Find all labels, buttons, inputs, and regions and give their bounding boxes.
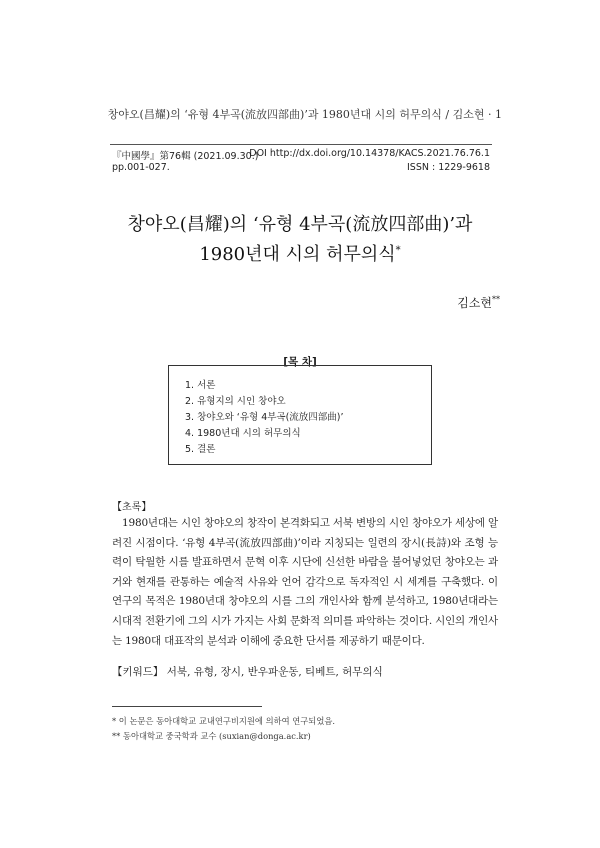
author-name: 김소현 (457, 296, 492, 310)
running-header: 창야오(昌耀)의 ‘유형 4부곡(流放四部曲)’과 1980년대 시의 허무의식 / 김소현 · 1 (107, 108, 502, 121)
author-footnote-mark: ** (492, 295, 500, 304)
author (457, 294, 500, 311)
keywords-label: 【키워드】 (112, 666, 164, 678)
abstract-label: 【초록】 (112, 502, 152, 513)
abstract-text: 1980년대는 시인 창야오의 창작이 본격화되고 서북 변방의 시인 창야오가 세상에 알려진 시점이다. ‘유형 4부곡(流放四部曲)’이라 지칭되는 일련의 장시(長詩)와 조형 능력이 탁월한 시를 발표하면서 문혁 이후 시단에 신선한 바람을 불어넣었던 창야오는 과거와 현재를 관통하는 예술적 사유와 언어 감각으로 독자적인 시 세계를 구축했다. 이 연구의 목적은 1980년대 창야오의 시를 그의 개인사와 함께 분석하고, 1980년대라는 시대적 전환기에 그의 시가 가지는 사회 문화적 의미를 파악하는 것이다. 시인의 개인사는 1980대 대표작의 분석과 이해에 중요한 단서를 제공하기 때문이다. (112, 517, 498, 647)
toc-item: 4. 1980년대 시의 허무의식 (185, 428, 301, 439)
publication-info (110, 144, 492, 174)
keywords-list: 서북, 유형, 장시, 반우파운동, 티베트, 허무의식 (166, 666, 383, 678)
footnote-divider (112, 706, 262, 707)
doi-link[interactable]: DOI http://dx.doi.org/10.14378/KACS.2021.76.76.1 (249, 148, 490, 159)
footnote-funding: * 이 논문은 동아대학교 교내연구비지원에 의하여 연구되었음. (112, 716, 335, 726)
toc-heading: [목 차] (0, 354, 600, 369)
title-line-2: 1980년대 시의 허무의식* (199, 244, 401, 265)
footnote-author-affiliation: ** 동아대학교 중국학과 교수 (suxian@donga.ac.kr) (112, 731, 311, 741)
title-footnote-mark: * (395, 245, 401, 256)
keywords (112, 664, 383, 679)
paper-title (0, 212, 600, 268)
toc-item: 3. 창야오와 ‘유형 4부곡(流放四部曲)’ (185, 412, 344, 423)
journal-citation: 『中國學』第76輯 (2021.09.30.) (112, 151, 259, 162)
page-range: pp.001-027. (112, 162, 170, 173)
table-of-contents (168, 365, 432, 465)
toc-item: 5. 결론 (185, 444, 216, 455)
title-line-1: 창야오(昌耀)의 ‘유형 4부곡(流放四部曲)’과 (127, 214, 473, 235)
toc-item: 2. 유형지의 시인 창야오 (185, 396, 286, 407)
issn: ISSN : 1229-9618 (407, 162, 490, 173)
toc-item: 1. 서론 (185, 380, 216, 391)
